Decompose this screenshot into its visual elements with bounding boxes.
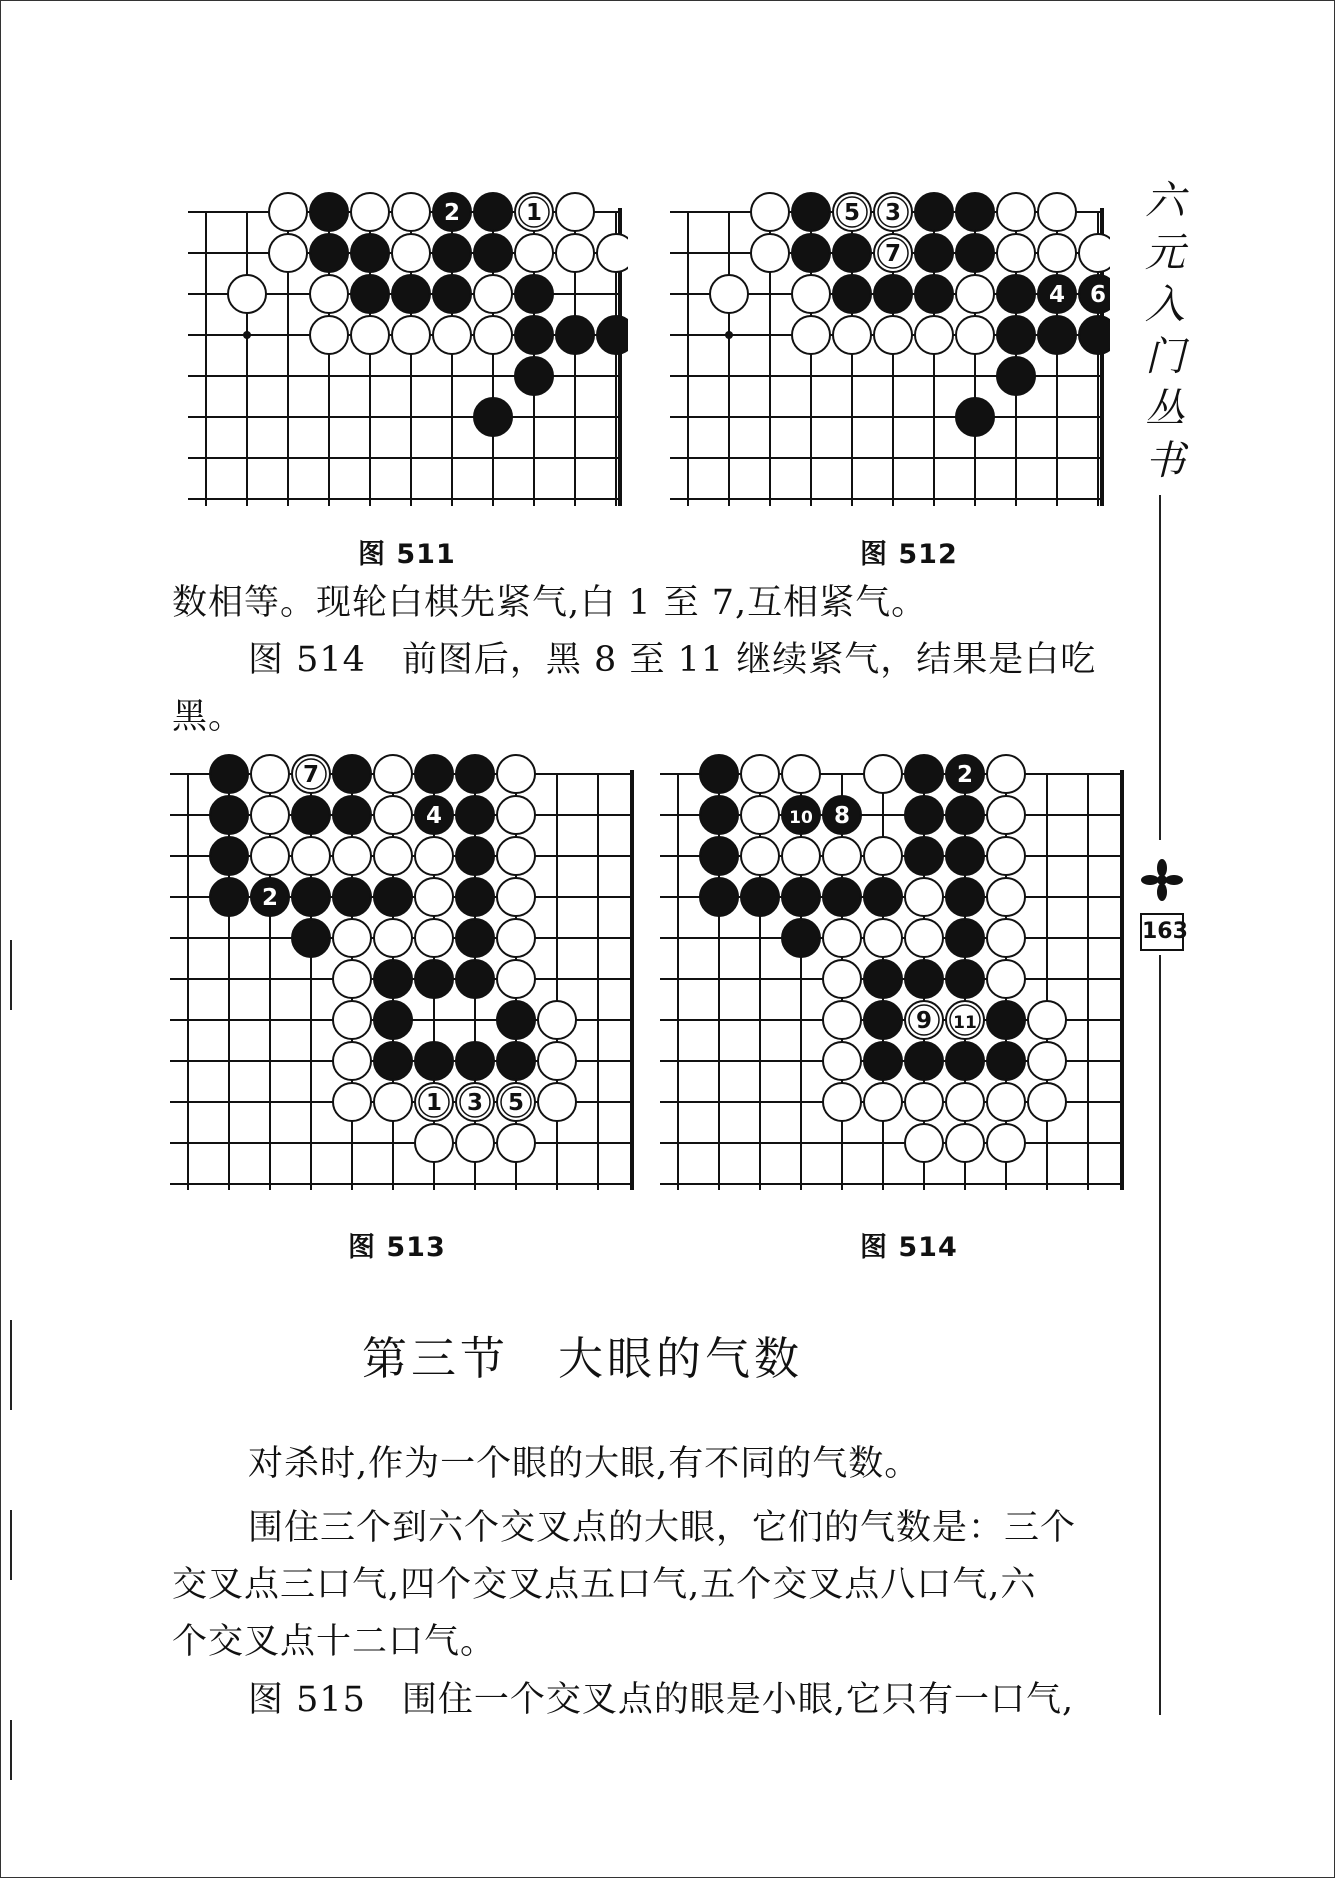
figure-caption-514: 图 514 [860,1232,958,1263]
black-stone [210,796,248,834]
black-stone [597,316,628,354]
black-stone [946,1042,984,1080]
move-number: 9 [915,1008,933,1034]
paragraph: 图 514 前图后，黑 8 至 11 继续紧气，结果是白吃 [248,640,1097,680]
star-point [725,331,733,339]
black-stone [210,755,248,793]
white-stone [497,1124,535,1162]
white-stone [987,1083,1025,1121]
black-stone [741,878,779,916]
white-stone [269,193,307,231]
black-stone [874,275,912,313]
black-stone [1038,316,1076,354]
paragraph: 对杀时,作为一个眼的大眼,有不同的气数。 [248,1444,921,1484]
black-stone [956,398,994,436]
paragraph: 交叉点三口气,四个交叉点五口气,五个交叉点八口气,六 [172,1565,1037,1605]
scan-mark [10,940,12,1010]
move-number: 11 [953,1013,977,1033]
black-stone [515,316,553,354]
white-stone [515,234,553,272]
white-stone [497,919,535,957]
white-stone [751,193,789,231]
black-stone [915,193,953,231]
white-stone [915,316,953,354]
black-stone [987,1042,1025,1080]
move-number: 1 [525,200,543,226]
black-stone [474,234,512,272]
white-stone [333,837,371,875]
white-stone [374,796,412,834]
white-stone [333,1042,371,1080]
side-rule [1159,495,1161,840]
white-stone [556,234,594,272]
black-stone [905,755,943,793]
black-stone [456,878,494,916]
white-stone [782,755,820,793]
white-stone [415,837,453,875]
move-number: 10 [789,808,813,828]
black-stone [351,275,389,313]
series-title: 六元入门丛书 [1145,178,1185,484]
paragraph: 图 515 围住一个交叉点的眼是小眼,它只有一口气, [248,1680,1075,1720]
black-stone [333,796,371,834]
move-number: 4 [425,803,443,829]
white-stone [433,316,471,354]
white-stone [987,878,1025,916]
figure-caption-513: 图 513 [348,1232,446,1263]
move-number: 7 [302,762,320,788]
move-number: 8 [833,803,851,829]
black-stone [456,1042,494,1080]
go-diagram-514 [660,752,1130,1192]
white-stone [823,1083,861,1121]
white-stone [497,796,535,834]
side-rule [1159,955,1161,1715]
white-stone [251,755,289,793]
go-board [670,190,1110,508]
black-stone [905,837,943,875]
white-stone [946,1083,984,1121]
white-stone [823,1001,861,1039]
white-stone [741,755,779,793]
scan-mark [10,1720,12,1780]
black-stone [374,1042,412,1080]
black-stone [864,1042,902,1080]
black-stone [392,275,430,313]
white-stone [1079,234,1110,272]
paragraph: 围住三个到六个交叉点的大眼，它们的气数是：三个 [248,1508,1077,1548]
black-stone [310,234,348,272]
white-stone [987,796,1025,834]
black-stone [864,1001,902,1039]
go-diagram-511 [188,190,628,508]
white-stone [392,193,430,231]
white-stone [905,878,943,916]
white-stone [1028,1042,1066,1080]
black-stone [210,878,248,916]
white-stone [351,316,389,354]
white-stone [474,316,512,354]
go-diagram-512 [670,190,1110,508]
black-stone [474,193,512,231]
black-stone [782,878,820,916]
black-stone [997,357,1035,395]
white-stone [1038,193,1076,231]
black-stone [415,960,453,998]
white-stone [792,275,830,313]
white-stone [333,1083,371,1121]
black-stone [1079,316,1110,354]
white-stone [251,796,289,834]
white-stone [792,316,830,354]
figure-caption-512: 图 512 [860,539,958,570]
white-stone [905,1124,943,1162]
black-stone [333,878,371,916]
white-stone [833,316,871,354]
white-stone [987,755,1025,793]
black-stone [292,796,330,834]
black-stone [864,960,902,998]
black-stone [915,275,953,313]
black-stone [700,796,738,834]
white-stone [946,1124,984,1162]
black-stone [433,275,471,313]
flower-icon [1140,858,1184,902]
black-stone [833,234,871,272]
black-stone [700,878,738,916]
go-diagram-513 [170,752,640,1192]
black-stone [497,1042,535,1080]
white-stone [987,960,1025,998]
black-stone [351,234,389,272]
move-number: 5 [843,200,861,226]
black-stone [700,755,738,793]
black-stone [433,234,471,272]
go-board [660,752,1130,1192]
black-stone [823,878,861,916]
move-number: 2 [443,200,461,226]
white-stone [392,316,430,354]
black-stone [700,837,738,875]
white-stone [741,837,779,875]
black-stone [515,357,553,395]
white-stone [392,234,430,272]
black-stone [456,960,494,998]
white-stone [823,1042,861,1080]
black-stone [474,398,512,436]
white-stone [874,316,912,354]
go-board [170,752,640,1192]
black-stone [415,755,453,793]
move-number: 2 [956,762,974,788]
white-stone [710,275,748,313]
black-stone [946,796,984,834]
white-stone [556,193,594,231]
white-stone [538,1042,576,1080]
black-stone [515,275,553,313]
white-stone [497,755,535,793]
black-stone [333,755,371,793]
figure-caption-511: 图 511 [358,539,456,570]
section-heading: 第三节 大眼的气数 [361,1332,803,1385]
white-stone [987,1124,1025,1162]
black-stone [864,878,902,916]
black-stone [456,796,494,834]
white-stone [415,878,453,916]
black-stone [915,234,953,272]
move-number: 1 [425,1090,443,1116]
white-stone [956,275,994,313]
move-number: 3 [466,1090,484,1116]
black-stone [310,193,348,231]
white-stone [597,234,628,272]
black-stone [792,193,830,231]
move-number: 2 [261,885,279,911]
white-stone [415,919,453,957]
move-number: 6 [1089,282,1107,308]
black-stone [782,919,820,957]
white-stone [374,755,412,793]
white-stone [333,1001,371,1039]
scan-mark [10,1510,12,1580]
paragraph: 黑。 [172,697,245,737]
white-stone [415,1124,453,1162]
white-stone [228,275,266,313]
white-stone [497,878,535,916]
white-stone [333,960,371,998]
white-stone [987,837,1025,875]
black-stone [833,275,871,313]
white-stone [538,1083,576,1121]
black-stone [956,234,994,272]
paragraph: 数相等。现轮白棋先紧气,白 1 至 7,互相紧气。 [172,583,928,623]
black-stone [374,960,412,998]
white-stone [456,1124,494,1162]
white-stone [310,316,348,354]
white-stone [905,1083,943,1121]
black-stone [497,1001,535,1039]
black-stone [987,1001,1025,1039]
white-stone [1038,234,1076,272]
black-stone [946,837,984,875]
black-stone [905,1042,943,1080]
white-stone [956,316,994,354]
black-stone [997,316,1035,354]
white-stone [905,919,943,957]
white-stone [987,919,1025,957]
black-stone [956,193,994,231]
white-stone [823,919,861,957]
white-stone [374,837,412,875]
white-stone [374,919,412,957]
move-number: 7 [884,241,902,267]
white-stone [269,234,307,272]
white-stone [741,796,779,834]
black-stone [946,960,984,998]
paragraph: 个交叉点十二口气。 [172,1622,497,1662]
white-stone [997,193,1035,231]
white-stone [251,837,289,875]
white-stone [474,275,512,313]
move-number: 4 [1048,282,1066,308]
black-stone [456,755,494,793]
black-stone [905,960,943,998]
black-stone [792,234,830,272]
black-stone [374,878,412,916]
white-stone [782,837,820,875]
black-stone [905,796,943,834]
white-stone [864,837,902,875]
white-stone [864,755,902,793]
black-stone [456,837,494,875]
white-stone [333,919,371,957]
white-stone [997,234,1035,272]
white-stone [497,960,535,998]
black-stone [292,919,330,957]
move-number: 5 [507,1090,525,1116]
white-stone [374,1083,412,1121]
white-stone [864,919,902,957]
white-stone [1028,1083,1066,1121]
white-stone [497,837,535,875]
black-stone [374,1001,412,1039]
white-stone [823,837,861,875]
white-stone [310,275,348,313]
white-stone [823,960,861,998]
white-stone [351,193,389,231]
black-stone [997,275,1035,313]
black-stone [292,878,330,916]
black-stone [210,837,248,875]
black-stone [946,878,984,916]
white-stone [864,1083,902,1121]
page-number: 163 [1140,913,1184,951]
black-stone [415,1042,453,1080]
black-stone [556,316,594,354]
black-stone [946,919,984,957]
black-stone [456,919,494,957]
go-board [188,190,628,508]
move-number: 3 [884,200,902,226]
white-stone [1028,1001,1066,1039]
white-stone [751,234,789,272]
white-stone [538,1001,576,1039]
white-stone [292,837,330,875]
star-point [243,331,251,339]
